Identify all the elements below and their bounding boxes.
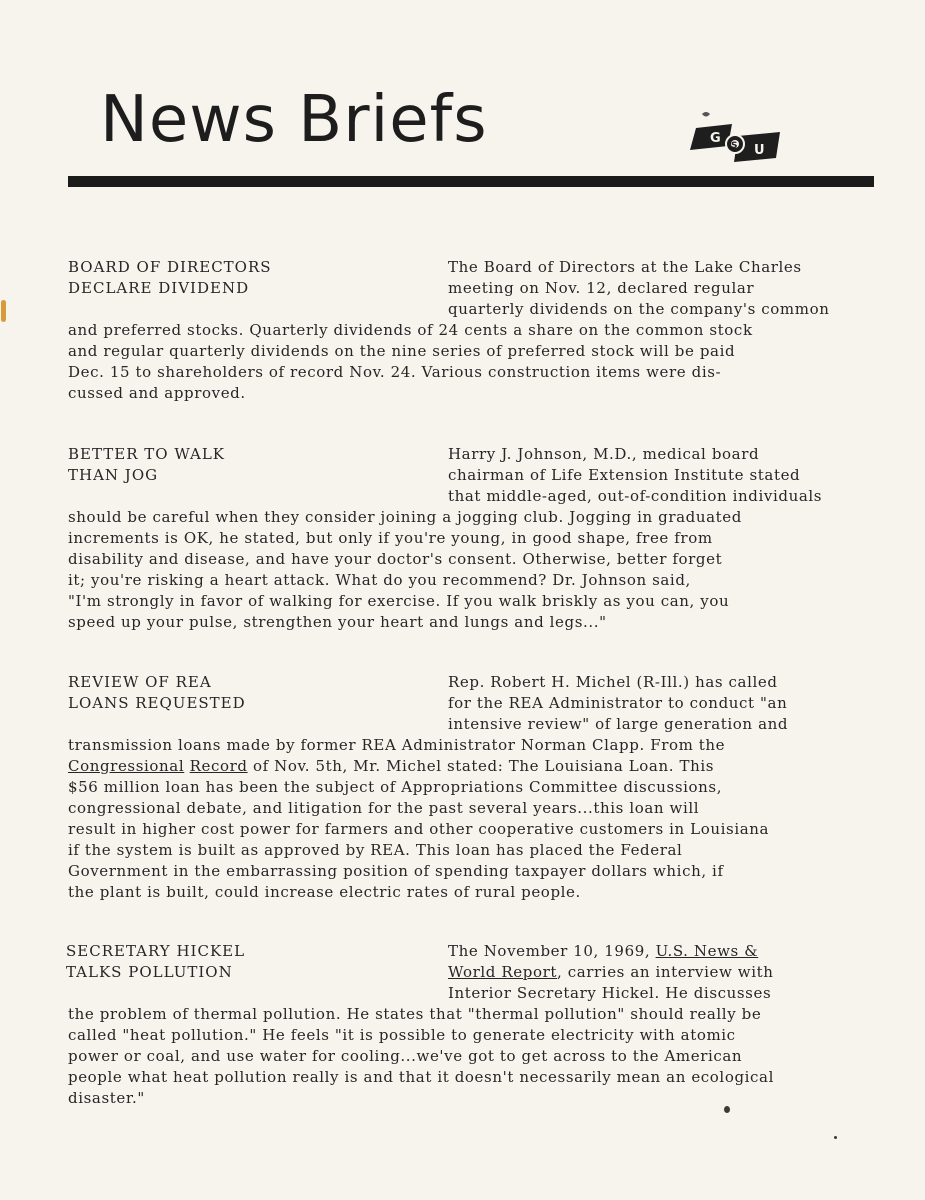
article-line: Government in the embarrassing position of spending taxpayer dollars which, if <box>68 862 724 880</box>
article-line: and regular quarterly dividends on the nine series of preferred stock will be paid <box>68 342 736 360</box>
article-line: increments is OK, he stated, but only if you're young, in good shape, free from <box>68 529 713 547</box>
article-line: disability and disease, and have your doctor's consent. Otherwise, better forget <box>68 550 723 568</box>
article-headline: REVIEW OF REA LOANS REQUESTED <box>68 673 246 712</box>
logo-letter-g: G <box>710 131 721 146</box>
article-line: The November 10, 1969, U.S. News & <box>448 942 759 960</box>
article-line: if the system is built as approved by REA. This loan has placed the Federal <box>68 841 683 859</box>
publication-title: Congressional <box>68 757 185 775</box>
article-line: disaster." <box>68 1089 145 1107</box>
masthead-rule <box>68 176 874 187</box>
article-line: power or coal, and use water for cooling...we've got to get across to the American <box>68 1047 743 1065</box>
article-line: The Board of Directors at the Lake Charles <box>448 258 802 276</box>
ink-speck <box>724 1106 730 1113</box>
article-headline: SECRETARY HICKEL TALKS POLLUTION <box>66 942 246 981</box>
article-line: people what heat pollution really is and that it doesn't necessarily mean an ecological <box>68 1068 774 1086</box>
publication-title: World Report <box>448 963 557 981</box>
article-line: it; you're risking a heart attack. What do you recommend? Dr. Johnson said, <box>68 571 691 589</box>
article-line: should be careful when they consider joining a jogging club. Jogging in graduated <box>68 508 742 526</box>
ink-speck <box>834 1136 837 1139</box>
logo-letter-s: S <box>731 141 738 151</box>
article-line: cussed and approved. <box>68 384 246 402</box>
article-line: meeting on Nov. 12, declared regular <box>448 279 755 297</box>
article-line: $56 million loan has been the subject of Appropriations Committee discussions, <box>68 778 723 796</box>
article-line: chairman of Life Extension Institute stated <box>448 466 801 484</box>
publication-title: U.S. News & <box>655 942 759 960</box>
article-line: and preferred stocks. Quarterly dividends of 24 cents a share on the common stock <box>68 321 753 339</box>
article-line: Rep. Robert H. Michel (R-Ill.) has called <box>448 673 778 691</box>
masthead-title: News Briefs <box>100 83 488 157</box>
article-line: Congressional Record of Nov. 5th, Mr. Michel stated: The Louisiana Loan. This <box>68 757 715 775</box>
edge-mark <box>1 300 6 322</box>
article-line: the problem of thermal pollution. He states that "thermal pollution" should really be <box>68 1005 762 1023</box>
article-headline: BETTER TO WALK THAN JOG <box>68 445 226 484</box>
article-line: transmission loans made by former REA Administrator Norman Clapp. From the <box>68 736 726 754</box>
logo-letter-u: U <box>754 143 765 158</box>
article-line: quarterly dividends on the company's common <box>448 300 830 318</box>
article-line: result in higher cost power for farmers and other cooperative customers in Louisiana <box>68 820 770 838</box>
article-line: that middle-aged, out-of-condition individuals <box>448 487 823 505</box>
article-line: the plant is built, could increase electric rates of rural people. <box>68 883 581 901</box>
article-line: World Report, carries an interview with <box>448 963 774 981</box>
article-line: congressional debate, and litigation for the past several years...this loan will <box>68 799 700 817</box>
article-line: for the REA Administrator to conduct "an <box>448 694 788 712</box>
article-line: Dec. 15 to shareholders of record Nov. 24. Various construction items were dis- <box>68 363 722 381</box>
article-headline: BOARD OF DIRECTORS DECLARE DIVIDEND <box>68 258 272 297</box>
article-line: Harry J. Johnson, M.D., medical board <box>448 445 760 463</box>
article-line: intensive review" of large generation and <box>448 715 789 733</box>
article-line: "I'm strongly in favor of walking for exercise. If you walk briskly as you can, you <box>68 592 730 610</box>
article-line: called "heat pollution." He feels "it is possible to generate electricity with atomic <box>68 1026 736 1044</box>
gsu-logo-icon <box>688 106 784 168</box>
article-line: speed up your pulse, strengthen your heart and lungs and legs..." <box>68 613 607 631</box>
article-line: Interior Secretary Hickel. He discusses <box>448 984 772 1002</box>
